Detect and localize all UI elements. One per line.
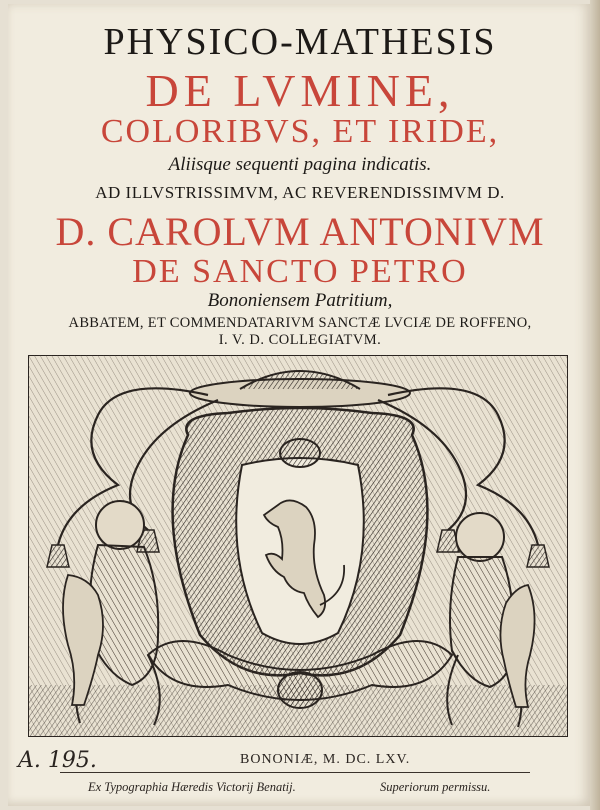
dedicatee-title-line: ABBATEM, ET COMMENDATARIVM SANCTÆ LVCIÆ DE ROFFENO, [68,315,532,331]
title-line-de-lumine: DE LVMINE, [145,65,455,116]
coat-of-arms-engraving [28,355,568,737]
title-line-physico-mathesis: PHYSICO-MATHESIS [103,21,497,63]
imprint-line: BONONIÆ, M. DC. LXV. [240,752,411,767]
inventory-mark: A. 195. [18,748,97,773]
dedicatee-degree-line: I. V. D. COLLEGIATVM. [218,332,382,348]
subtitle-line: Aliisque sequenti pagina indicatis. [168,154,432,175]
dedicatee-surname-line: DE SANCTO PETRO [132,253,468,290]
permission-line: Superiorum permissu. [380,780,491,794]
dedicatee-name-line: D. CAROLVM ANTONIVM [55,209,545,254]
printer-line: Ex Typographia Hæredis Victorij Benatij. [88,780,296,794]
title-line-coloribus: COLORIBVS, ET IRIDE, [100,113,500,150]
footer-rule [60,772,530,773]
dedicatee-origin-line: Bononiensem Patritium, [207,290,393,311]
dedication-line: AD ILLVSTRISSIMVM, AC REVERENDISSIMVM D. [95,183,505,202]
